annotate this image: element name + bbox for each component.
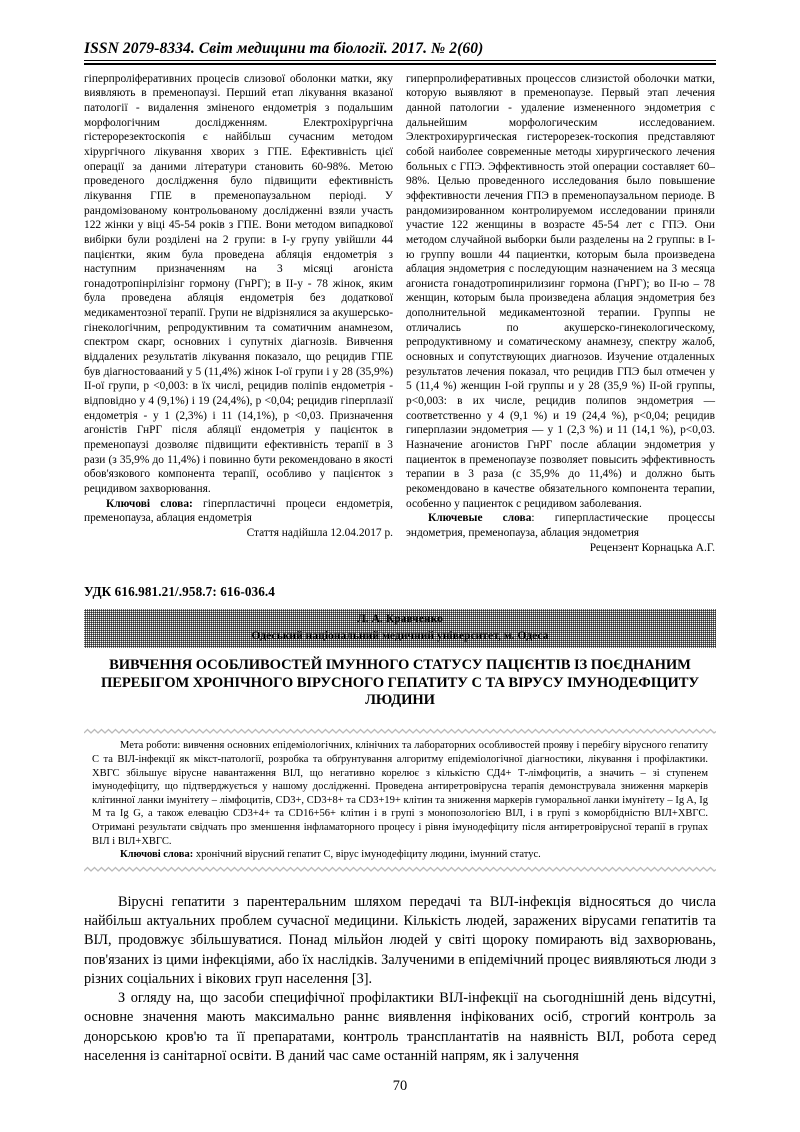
- article-body: [84, 893, 716, 1066]
- abstract-ru-body: гиперпролиферативных процессов слизистой оболочки матки, которую выявляют в пременопаузе. Первый этап лечения данной патологии - удаление измененного эндометрия с дальнейшим морфологическим исследованием. Электрохирургическая гистерорезек-тоскопия представляют собой наиболее современные методы хирургического лечения больных с ГПЭ. Эффективность этой операции составляет 60–98%. Целью проведенного исследования было повышение эффективности лечения ГПЭ в пременопаузальном периоде. В рандомизированном контролируемом исследовании приняли участие 122 женщины в возрасте 45-54 лет с ГПЭ. Они методом случайной выборки были разделены на 2 группы: в I-ю группу вошли 44 пациентки, которым была произведена аблация эндометрия с последующим назначением на 3 месяца агониста гонадотропинрилизинг гормона (ГнРГ); во II-ю – 78 женщин, которым была произведена аблация эндометрия без дополнительной медикаментозной терапии. Группы не отличались по акушерско-гинекологическому, репродуктивному и соматическому анамнезу, спектру жалоб, основных и сопутствующих диагнозов. Изучение отдаленных результатов лечения показал, что рецидив ГПЭ был отмечен у 5 (11,4 %) женщин I-ой группы и у 28 (35,9 %) II-ой группы, р<0,003: в их числе, рецидив полипов эндометрия — соответственно у 4 (9,1 %) и 19 (24,4 %), р<0,04; рецидив гиперплазии эндометрия — у 1 (2,3 %) и 11 (14,1 %), р<0,03. Назначение агонистов ГнРГ после аблации эндометрия у пациенток в пременопаузе позволяет повысить эффективность терапии в 3 раза (с 35,9% до 11,4%) и должно быть рекомендовано в качестве обязательного компонента терапии, особенно у пациенток с рецидивом заболевания.: [406, 72, 715, 510]
- article-abstract-block: [84, 720, 716, 880]
- abstract-column-russian: [406, 72, 715, 556]
- keywords-text-ua: гіперпластичні процеси ендометрія, пременопауза, аблация ендометрія: [84, 497, 393, 525]
- article-title: ВИВЧЕННЯ ОСОБЛИВОСТЕЙ ІМУННОГО СТАТУСУ ПАЦІЄНТІВ ІЗ ПОЄДНАНИМ ПЕРЕБІГОМ ХРОНІЧНОГО ВІРУСНОГО ГЕПАТИТУ С ТА ВІРУСУ ІМУНОДЕФІЦИТУ ЛЮДИНИ: [100, 656, 700, 709]
- page-content: [84, 0, 716, 1066]
- abstract-ua-keywords: [84, 497, 393, 526]
- reviewer-name: Рецензент Корнацька А.Г.: [589, 541, 715, 554]
- abstract-ua-body: гіперпроліферативних процесів слизової оболонки матки, яку виявляють в пременопаузі. Перший етап лікування вказаної патології - видалення зміненого ендометрія з подальшим морфологічним дослідженням. Електрохірургічна гістерорезектоскопія є найбільш сучасним методом хірургічного лікування хворих з ГПЕ. Ефективність цієї операції за даними літератури становить 60-98%. Метою проведеного дослідження було підвищити ефективність лікування ГПЕ в пременопаузальном періоді. У рандомізованому контрольованому дослідженні взяли участь 122 жінки у віці 45-54 років з ГПЕ. Вони методом випадкової вибірки були розділені на 2 групи: в I-у групу увійшли 44 пацієнтки, яким була проведена абляція ендометрія з наступним призначенням на 3 місяці агоніста гонадотропінрілізінг гормону (ГнРГ); в II-у - 78 жінок, яким була проведена абляція ендометрія без додаткової медикаментозної терапії. Групи не відрізнялися за акушерсько-гінекологічним, репродуктивним та соматичним анамнезом, спектром скарг, основних і супутніх діагнозів. Вивчення віддалених результатів лікування показало, що рецидив ГПЕ був діагностовааний у 5 (11,4%) жінок I-ої групи і у 28 (35,9%) II-ої групи, р <0,003: в їх числі, рецидив поліпів ендометрія - відповідно у 4 (9,1%) і 19 (24,4%), р <0,04; рецидив гіперплазії ендометрія - у 1 (2,3%) і 11 (14,1%), р <0,03. Призначення агоністів ГнРГ після абляції ендометрія у пацієнток в пременопаузі дозволяє підвищити ефективність терапії в 3 рази (з 35,9% до 11,4%) і повинно бути рекомендовано в якості обов'язкового компонента терапії, особливо у пацієнток з рецидивом захворювання.: [84, 72, 393, 496]
- received-date: Стаття надійшла 12.04.2017 р.: [246, 526, 393, 539]
- abstract-column-ukrainian: [84, 72, 393, 541]
- keywords-label-article: Ключові слова:: [120, 849, 194, 861]
- wave-rule-bottom: [84, 866, 716, 873]
- article-keywords: [92, 848, 708, 862]
- keywords-label-ru: Ключевые слова: [428, 512, 532, 525]
- keywords-text-article: хронічний вірусний гепатит С, вірус імунодефіциту людини, імунний статус.: [193, 849, 541, 861]
- body-paragraph-2: З огляду на, що засоби специфічної профілактики ВІЛ-інфекції на сьогоднішній день відсутні, основне значення мають максимально раннє виявлення інфікованих осіб, строгий контроль за донорською кров'ю та її препаратами, контроль трансплантатів на наявність ВІЛ, робота серед населення із санітарної освіти. В даний час саме останній напрям, як і залучення: [84, 990, 716, 1064]
- udk-code: УДК 616.981.21/.958.7: 616-036.4: [84, 584, 275, 600]
- running-head: ISSN 2079-8334. Світ медицини та біології. 2017. № 2(60): [84, 40, 484, 57]
- author-name: Л. А. Кравченко: [357, 612, 443, 626]
- keywords-text-ru: : гиперпластические процессы эндометрия, пременопауза, аблация эндометрия: [406, 512, 715, 539]
- body-paragraph-1: Вірусні гепатити з парентеральним шляхом передачі та ВІЛ-інфекція відносяться до числа найбільш актуальних проблем сучасної медицини. Кількість людей, заражених вірусами гепатитів та ВІЛ, продовжує збільшуватися. Понад мільйон людей у світі щороку помирають від захворювань, пов'язаних із цими інфекціями, або їх наслідків. Залученими в епідемічний процес виявляються люди з різних соціальних і вікових груп населення [3].: [84, 894, 716, 987]
- page-number: 70: [392, 1078, 408, 1094]
- abstract-ru-keywords: [406, 511, 715, 540]
- abstract-paragraph: Мета роботи: вивчення основних епідеміологічних, клінічних та лабораторних особливостей прояву і перебігу вірусного гепатиту С та ВІЛ-інфекції як мікст-патології, розробка та обґрунтування алгоритму епідеміологічної діагностики, лікування і профілактики. ХВГС збільшує вірусне навантаження ВІЛ, що негативно корелює з кількістю СД4+ Т-лімфоцитів, а значить – зі ступенем імунодефіциту, що підтверджується у нашому дослідженні. Проведена антиретровірусна терапія демонструвала зниження маркерів клітинної ланки імунітету – лімфоцитів, CD3+, CD3+8+ та CD3+19+ клітин та зниження маркерів гуморальної ланки імунітету – Ig A, Ig M та Ig G, а також елевацію CD3+4+ та CD16+56+ клітин і в групі з монопозологією ВІЛ, і в групі з коморбідністю ВІЛ+ХВГС. Отримані результати свідчать про зменшення інфламаторного процесу і рівня імунодефіциту після антиретровірусної терапії в групах ВІЛ і ВІЛ+ХВГС.: [92, 740, 708, 847]
- article-abstract-text: [84, 735, 716, 866]
- previous-article-abstracts: [84, 72, 716, 556]
- wave-rule-top: [84, 728, 716, 735]
- header-rule: [84, 60, 716, 65]
- author-affiliation-band: [84, 609, 716, 648]
- author-affiliation: Одеський національний медичний університет, м. Одеса: [251, 629, 549, 643]
- keywords-label-ua: Ключові слова:: [106, 497, 193, 510]
